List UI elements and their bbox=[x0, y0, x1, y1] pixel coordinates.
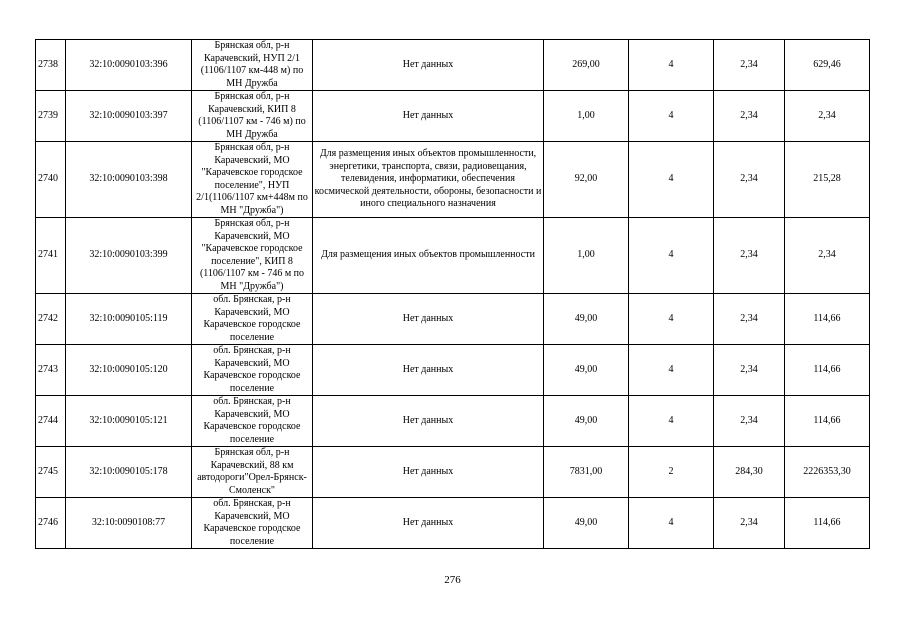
area: 1,00 bbox=[544, 91, 629, 142]
permitted-use: Нет данных bbox=[313, 396, 544, 447]
cadastral-number: 32:10:0090103:398 bbox=[66, 142, 192, 218]
cadastral-number: 32:10:0090108:77 bbox=[66, 498, 192, 549]
address: Брянская обл, р-н Карачевский, КИП 8 (1106/1107 км - 746 м) по МН Дружба bbox=[192, 91, 313, 142]
table-row bbox=[36, 396, 870, 447]
cadastral-number: 32:10:0090105:178 bbox=[66, 447, 192, 498]
address: обл. Брянская, р-н Карачевский, МО Карачевское городское поселение bbox=[192, 294, 313, 345]
table-row bbox=[36, 40, 870, 91]
table-row bbox=[36, 142, 870, 218]
rate: 2,34 bbox=[714, 142, 785, 218]
area: 1,00 bbox=[544, 218, 629, 294]
cadastral-value: 114,66 bbox=[785, 294, 870, 345]
group: 4 bbox=[629, 294, 714, 345]
row-number: 2742 bbox=[36, 294, 66, 345]
table-row bbox=[36, 498, 870, 549]
group: 4 bbox=[629, 345, 714, 396]
row-number: 2740 bbox=[36, 142, 66, 218]
rate: 284,30 bbox=[714, 447, 785, 498]
rate: 2,34 bbox=[714, 345, 785, 396]
group: 4 bbox=[629, 40, 714, 91]
address: Брянская обл, р-н Карачевский, МО "Карачевское городское поселение", КИП 8 (1106/1107 км - 746 м по МН "Дружба") bbox=[192, 218, 313, 294]
table-row bbox=[36, 447, 870, 498]
cadastral-number: 32:10:0090105:119 bbox=[66, 294, 192, 345]
permitted-use: Нет данных bbox=[313, 447, 544, 498]
table-row bbox=[36, 218, 870, 294]
table-row bbox=[36, 345, 870, 396]
permitted-use: Для размещения иных объектов промышленности bbox=[313, 218, 544, 294]
cadastral-value: 2,34 bbox=[785, 218, 870, 294]
page-number: 276 bbox=[444, 574, 461, 586]
address: обл. Брянская, р-н Карачевский, МО Карачевское городское поселение bbox=[192, 345, 313, 396]
address: обл. Брянская, р-н Карачевский, МО Карачевское городское поселение bbox=[192, 498, 313, 549]
rate: 2,34 bbox=[714, 91, 785, 142]
rate: 2,34 bbox=[714, 294, 785, 345]
cadastral-number: 32:10:0090103:399 bbox=[66, 218, 192, 294]
row-number: 2745 bbox=[36, 447, 66, 498]
cadastral-number: 32:10:0090103:397 bbox=[66, 91, 192, 142]
rate: 2,34 bbox=[714, 40, 785, 91]
row-number: 2746 bbox=[36, 498, 66, 549]
cadastral-value: 215,28 bbox=[785, 142, 870, 218]
area: 92,00 bbox=[544, 142, 629, 218]
cadastral-value: 114,66 bbox=[785, 498, 870, 549]
area: 49,00 bbox=[544, 345, 629, 396]
row-number: 2739 bbox=[36, 91, 66, 142]
row-number: 2738 bbox=[36, 40, 66, 91]
area: 49,00 bbox=[544, 498, 629, 549]
cadastral-number: 32:10:0090103:396 bbox=[66, 40, 192, 91]
group: 4 bbox=[629, 142, 714, 218]
group: 2 bbox=[629, 447, 714, 498]
land-registry-table bbox=[35, 39, 870, 549]
row-number: 2744 bbox=[36, 396, 66, 447]
address: Брянская обл, р-н Карачевский, 88 км автодороги"Орел-Брянск-Смоленск" bbox=[192, 447, 313, 498]
group: 4 bbox=[629, 396, 714, 447]
area: 49,00 bbox=[544, 294, 629, 345]
cadastral-number: 32:10:0090105:120 bbox=[66, 345, 192, 396]
permitted-use: Нет данных bbox=[313, 91, 544, 142]
area: 7831,00 bbox=[544, 447, 629, 498]
address: Брянская обл, р-н Карачевский, МО "Карачевское городское поселение", НУП 2/1(1106/1107 км+448м по МН "Дружба") bbox=[192, 142, 313, 218]
permitted-use: Нет данных bbox=[313, 294, 544, 345]
rate: 2,34 bbox=[714, 396, 785, 447]
group: 4 bbox=[629, 91, 714, 142]
cadastral-value: 629,46 bbox=[785, 40, 870, 91]
cadastral-value: 114,66 bbox=[785, 396, 870, 447]
group: 4 bbox=[629, 218, 714, 294]
area: 269,00 bbox=[544, 40, 629, 91]
row-number: 2741 bbox=[36, 218, 66, 294]
address: обл. Брянская, р-н Карачевский, МО Карачевское городское поселение bbox=[192, 396, 313, 447]
table-row bbox=[36, 294, 870, 345]
permitted-use: Нет данных bbox=[313, 40, 544, 91]
rate: 2,34 bbox=[714, 218, 785, 294]
table-row bbox=[36, 91, 870, 142]
row-number: 2743 bbox=[36, 345, 66, 396]
address: Брянская обл, р-н Карачевский, НУП 2/1 (1106/1107 км-448 м) по МН Дружба bbox=[192, 40, 313, 91]
area: 49,00 bbox=[544, 396, 629, 447]
cadastral-value: 114,66 bbox=[785, 345, 870, 396]
rate: 2,34 bbox=[714, 498, 785, 549]
permitted-use: Для размещения иных объектов промышленности, энергетики, транспорта, связи, радиовещания, телевидения, информатики, обеспечения космической деятельности, обороны, безопасности и иного специального назначения bbox=[313, 142, 544, 218]
permitted-use: Нет данных bbox=[313, 345, 544, 396]
cadastral-value: 2226353,30 bbox=[785, 447, 870, 498]
cadastral-value: 2,34 bbox=[785, 91, 870, 142]
group: 4 bbox=[629, 498, 714, 549]
permitted-use: Нет данных bbox=[313, 498, 544, 549]
cadastral-number: 32:10:0090105:121 bbox=[66, 396, 192, 447]
